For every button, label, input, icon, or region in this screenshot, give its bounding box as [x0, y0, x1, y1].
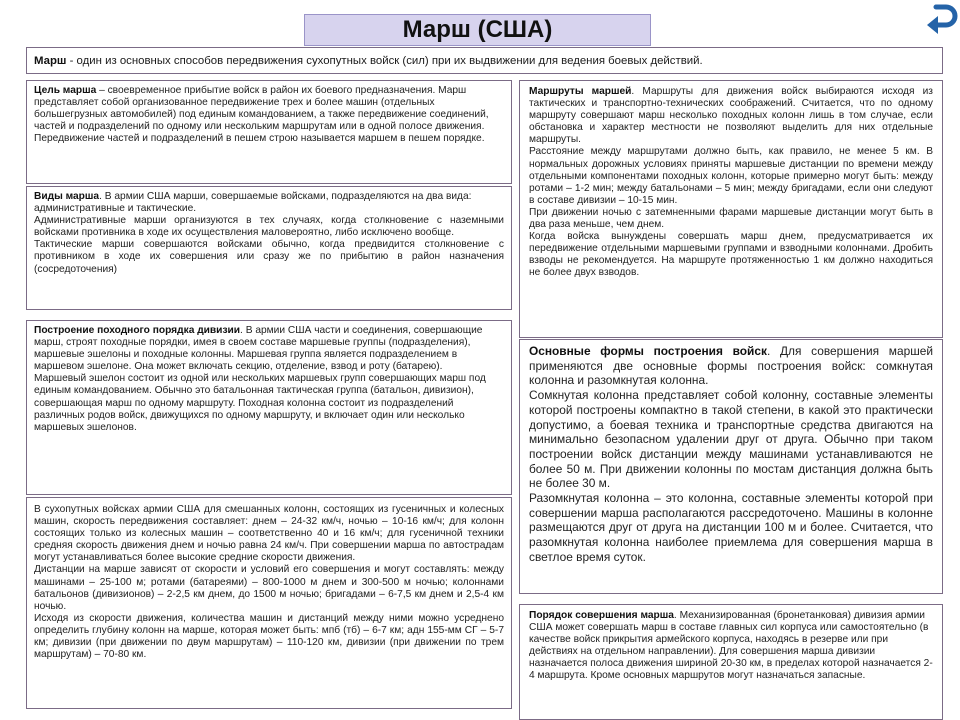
- open-column-paragraph: Разомкнутая колонна – это колонна, составные элементы которой при совершении марша располагаются рассредоточено. Машины в колонне размещаются друг от друга на дистанции 100 м и более. Считается, что разомкнутая колонна наиболее приемлема для совершения марша в светлое время суток.: [529, 491, 933, 564]
- purpose-text: – своевременное прибытие войск в район их боевого предназначения. Марш представляет собой организованное передвижение трех и более машин (отдельных большегрузных автомобилей) под единым командованием, а также передвижение соединений, частей и подразделений по одному или нескольким маршрутам или в одной полосе движения. Передвижение частей и подразделений в пешем строю называется маршем в пешем порядке.: [34, 85, 489, 145]
- purpose-heading: Цель марша: [34, 85, 97, 96]
- purpose-paragraph: [34, 85, 504, 145]
- tactical-march-paragraph: Тактические марши совершаются войсками обычно, когда предвидится столкновение с противником в ходе их совершения или сразу же по прибытию в район назначения (сосредоточения): [34, 239, 504, 275]
- march-procedure-panel: [519, 604, 943, 720]
- routes-paragraph: [529, 86, 933, 146]
- procedure-heading: Порядок совершения марша: [529, 610, 674, 621]
- intro-panel: [26, 47, 943, 74]
- forms-heading: Основные формы построения войск: [529, 344, 767, 358]
- order-paragraph: [34, 325, 504, 373]
- procedure-paragraph: [529, 610, 933, 683]
- speed-distance-panel: [26, 497, 512, 709]
- u-turn-back-arrow-icon[interactable]: [924, 2, 958, 36]
- procedure-text: . Механизированная (бронетанковая) дивизия армии США может совершать марш в составе главных сил корпуса или самостоятельно (в качестве войск прикрытия армейского корпуса, находясь в резерве или при действиях на отдельном направлении). Для совершения марша дивизии назначается полоса движения шириной 20-30 км, в пределах которой назначается 2-4 маршрута. Кроме основных маршрутов могут назначаться запасные.: [529, 610, 933, 682]
- intro-term: Марш: [34, 55, 67, 67]
- routes-day-paragraph: Когда войска вынуждены совершать марш днем, предусматривается их передвижение отдельными маршевыми группами и взводными колоннами. Дробить взводы не рекомендуется. На маршруте протяженностью 1 км должно находиться не более двух взводов.: [529, 231, 933, 279]
- intro-text: - один из основных способов передвижения сухопутных войск (сил) при их выдвижении для ведения боевых действий.: [66, 55, 703, 67]
- routes-panel: [519, 80, 943, 338]
- types-paragraph: [34, 191, 504, 215]
- page-title: Марш (США): [402, 16, 553, 43]
- routes-distance-paragraph: Расстояние между маршрутами должно быть, как правило, не менее 5 км. В нормальных дорожных условиях приняты маршевые дистанции по времени между отдельными компонентами походных колонн, которые примерно могут быть: между ротами – 1-2 мин; между батальонами – 5 мин; между бригадами, если они следуют в составе дивизии – 10-15 мин.: [529, 146, 933, 206]
- formation-forms-panel: [519, 339, 943, 594]
- march-order-panel: [26, 320, 512, 495]
- closed-column-paragraph: Сомкнутая колонна представляет собой колонну, составные элементы которой построены компактно в такой степени, в какой это практически допустимо, а боевая техника и транспортные средства двигаются на минимально безопасном удалении друг от друга. Обычно при таком построении войск дистанции между машинами устанавливаются не более 50 м. При движении колонны по мостам дистанция должна быть не более 30 м.: [529, 388, 933, 491]
- purpose-panel: [26, 80, 512, 184]
- march-types-panel: [26, 186, 512, 310]
- forms-text: . Для совершения маршей применяются две основные формы построения войск: сомкнутая колонна и разомкнутая колонна.: [529, 344, 933, 388]
- forms-paragraph: [529, 344, 933, 388]
- column-depth-paragraph: Исходя из скорости движения, количества машин и дистанций между ними можно усреднено определить глубину колонн на марше, которая может быть: мпб (тб) – 6-7 км; адн 155-мм СГ – 5-7 км; дивизии (при движении по двум маршрутам) – 110-120 км, дивизии (при движении по трем маршрутам) – 70-80 км.: [34, 612, 504, 661]
- types-heading: Виды марша: [34, 191, 100, 202]
- speed-paragraph: В сухопутных войсках армии США для смешанных колонн, состоящих из гусеничных и колесных машин, скорость передвижения составляет: днем – 24-32 км/ч, ночью – 10-16 км/ч; для колонн состоящих только из колесных машин – соответственно 40 и 16 км/ч; для гусеничной техники средняя скорость движения днем и ночью равна 24 км/ч. При совершении марша по автострадам могут устанавливаться более высокие средние скорости движения.: [34, 504, 504, 564]
- order-heading: Построение походного порядка дивизии: [34, 325, 241, 336]
- routes-heading: Маршруты маршей: [529, 86, 632, 97]
- routes-night-paragraph: При движении ночью с затемненными фарами маршевые дистанции могут быть в два раза меньше, чем днем.: [529, 206, 933, 231]
- order-text: . В армии США части и соединения, совершающие марш, строят походные порядки, имея в своем составе маршевые группы (подразделения), маршевые эшелоны и походные колонны. Маршевая группа является подразделением в маршевом эшелоне. Она может включать секцию, отделение, взвод и роту (батарею).: [34, 325, 483, 373]
- intro-paragraph: [34, 55, 935, 68]
- title-box: [304, 14, 651, 46]
- echelon-paragraph: Маршевый эшелон состоит из одной или нескольких маршевых групп совершающих марш под единым командованием. Обычно это батальонная тактическая группа (батальон, дивизион), совершающая марш по одному маршруту. Походная колонна состоит из подразделений различных родов войск, движущихся по одному маршруту, и включает один или несколько маршевых эшелонов.: [34, 373, 486, 433]
- distance-paragraph: Дистанции на марше зависят от скорости и условий его совершения и могут составлять: между машинами – 25-100 м; ротами (батареями) – 800-1000 м днем и 300-500 м ночью; колоннами батальонов (дивизионов) – 2-2,5 км днем, до 1500 м ночью; бригадами – 6-7,5 км днем и 2,5-4 км ночью.: [34, 564, 504, 612]
- routes-text: . Маршруты для движения войск выбираются исходя из тактических и транспортно-технических соображений. Считается, что по одному маршруту совершают марш несколько походных колонн лишь в том случае, если обстановка и характер местности не позволяют выделить для них отдельные маршруты.: [529, 86, 933, 146]
- admin-march-paragraph: Административные марши организуются в тех случаях, когда столкновение с наземными войсками противника в ходе их осуществления маловероятно, либо исключено вообще.: [34, 215, 504, 239]
- types-text: . В армии США марши, совершаемые войсками, подразделяются на два вида: административные и тактические.: [34, 191, 472, 215]
